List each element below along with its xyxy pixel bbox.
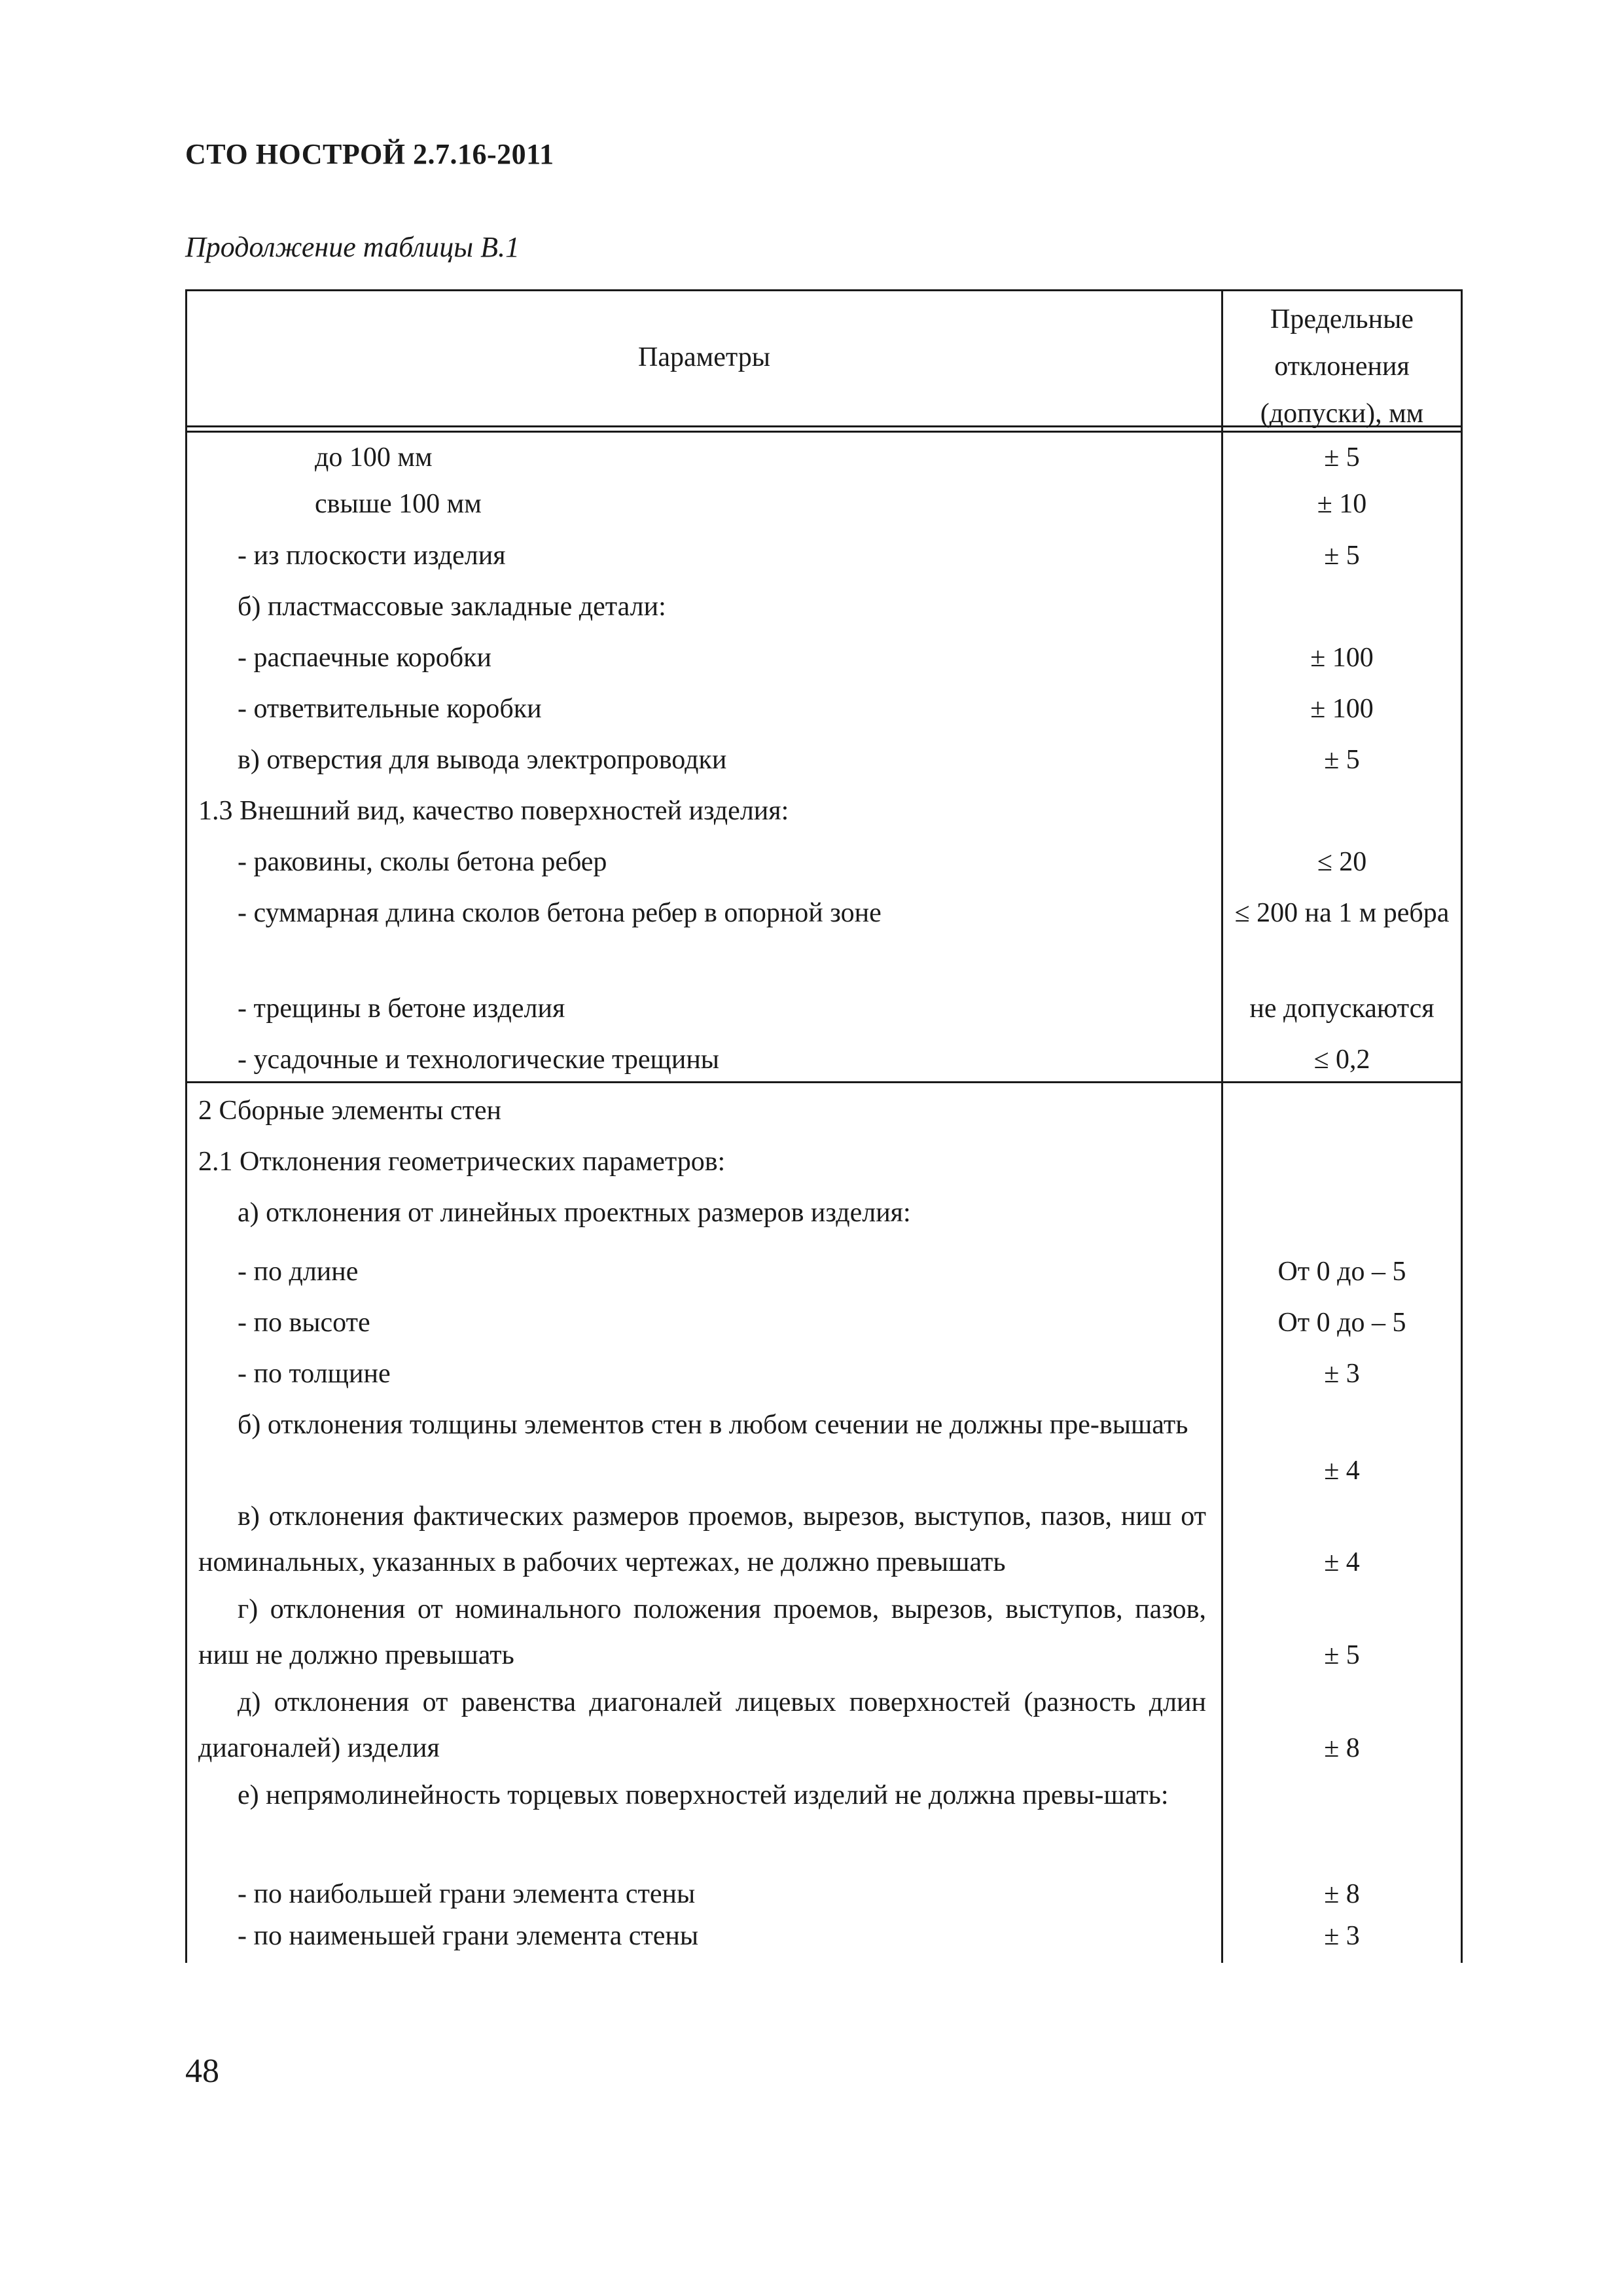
tolerance-cell: От 0 до – 5: [1277, 1308, 1406, 1338]
column-header-tolerance: [1223, 296, 1461, 437]
page-number: 48: [185, 2053, 219, 2090]
column-header-tolerance-line: (допуски), мм: [1260, 399, 1424, 429]
tolerance-cell: ± 5: [1324, 541, 1360, 571]
parameter-cell: г) отклонения от номинального положения проемов, вырезов, выступов, пазов, ниш не должно превышать: [198, 1594, 1206, 1670]
table-row: [185, 1402, 1463, 1494]
tolerance-cell: ≤ 0,2: [1313, 1045, 1370, 1075]
tolerance-cell: От 0 до – 5: [1277, 1257, 1406, 1287]
column-header-parameters: [187, 289, 1221, 425]
parameter-cell: 2.1 Отклонения геометрических параметров:: [198, 1147, 726, 1177]
table-row: [185, 1679, 1463, 1771]
parameter-cell: - по высоте: [238, 1308, 370, 1338]
parameter-cell: б) пластмассовые закладные детали:: [238, 592, 666, 622]
parameter-cell: до 100 мм: [315, 442, 433, 473]
tolerance-cell: ± 4: [1324, 1456, 1360, 1486]
tolerance-cell: ± 4: [1324, 1547, 1360, 1577]
parameter-cell: а) отклонения от линейных проектных размеров изделия:: [238, 1198, 911, 1228]
parameter-cell: - раковины, сколы бетона ребер: [238, 847, 607, 877]
parameter-cell: - по толщине: [238, 1359, 391, 1389]
table-caption: Продолжение таблицы В.1: [185, 231, 520, 263]
tolerance-cell: ± 3: [1324, 1359, 1360, 1389]
tolerance-cell: ± 5: [1324, 442, 1360, 473]
tolerance-cell: ± 8: [1324, 1879, 1360, 1909]
parameter-cell: в) отклонения фактических размеров проемов, вырезов, выступов, пазов, ниш от номинальных, указанных в рабочих чертежах, не должно превышать: [198, 1501, 1206, 1577]
parameter-cell: - из плоскости изделия: [238, 541, 506, 571]
parameter-cell: б) отклонения толщины элементов стен в любом сечении не должны пре-вышать: [238, 1410, 1188, 1440]
parameter-cell: - ответвительные коробки: [238, 694, 542, 724]
parameter-cell: - суммарная длина сколов бетона ребер в опорной зоне: [238, 898, 882, 928]
parameter-cell: 2 Сборные элементы стен: [198, 1096, 501, 1126]
tolerance-cell: ± 10: [1317, 489, 1367, 519]
tolerance-cell: ± 100: [1310, 694, 1374, 724]
tolerance-cell: ± 5: [1324, 1640, 1360, 1670]
parameter-cell: - распаечные коробки: [238, 643, 491, 673]
column-header-parameters-label: Параметры: [638, 342, 770, 372]
table-row: [185, 1494, 1463, 1585]
tolerance-cell: ± 8: [1324, 1733, 1360, 1763]
parameter-cell: д) отклонения от равенства диагоналей лицевых поверхностей (разность длин диагоналей) изделия: [198, 1687, 1206, 1763]
parameter-cell: - усадочные и технологические трещины: [238, 1045, 720, 1075]
parameter-cell: 1.3 Внешний вид, качество поверхностей изделия:: [198, 796, 789, 826]
column-header-tolerance-line: Предельные: [1270, 304, 1414, 334]
parameter-cell: - по наименьшей грани элемента стены: [238, 1921, 699, 1951]
tolerance-cell: ≤ 200 на 1 м ребра: [1234, 898, 1450, 928]
parameter-cell: - по наибольшей грани элемента стены: [238, 1879, 696, 1909]
tolerance-cell: не допускаются: [1249, 994, 1435, 1024]
parameter-cell: в) отверстия для вывода электропроводки: [238, 745, 727, 775]
parameter-cell: свыше 100 мм: [315, 489, 482, 519]
tolerance-table: [185, 289, 1463, 1963]
tolerance-cell: ± 3: [1324, 1921, 1360, 1951]
tolerance-cell: ± 5: [1324, 745, 1360, 775]
tolerance-cell: ± 100: [1310, 643, 1374, 673]
parameter-cell: - по длине: [238, 1257, 359, 1287]
column-header-tolerance-line: отклонения: [1274, 351, 1410, 382]
document-code: СТО НОСТРОЙ 2.7.16-2011: [185, 138, 554, 170]
table-row: [185, 1772, 1463, 1864]
parameter-cell: е) непрямолинейность торцевых поверхностей изделий не должна превы-шать:: [238, 1780, 1169, 1810]
parameter-cell: - трещины в бетоне изделия: [238, 994, 565, 1024]
tolerance-cell: ≤ 20: [1317, 847, 1367, 877]
table-row: [185, 1587, 1463, 1678]
